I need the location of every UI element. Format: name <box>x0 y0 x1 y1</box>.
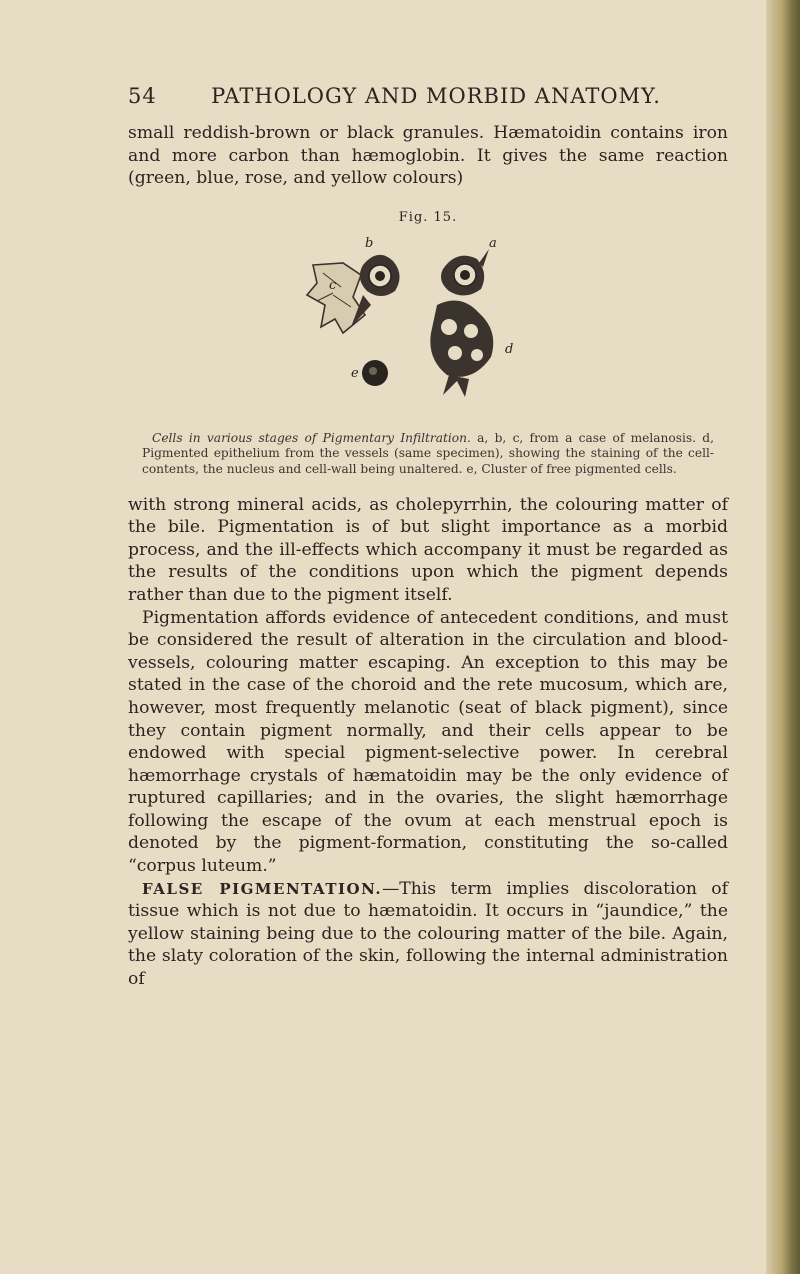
cell-a <box>441 249 489 296</box>
figure-letter-d: d <box>505 341 514 357</box>
cell-e <box>362 360 388 386</box>
cell-d <box>430 300 493 397</box>
intro-paragraph: small reddish-brown or black granules. Hæmatoidin contains iron and more carbon than hæmoglobin. It gives the same reaction (green, blue, rose, and yellow colours) <box>128 123 728 189</box>
figure-letter-b: b <box>365 235 374 251</box>
running-title: PATHOLOGY AND MORBID ANATOMY. <box>211 84 661 108</box>
page-number: 54 <box>128 84 157 108</box>
page-edge-shadow <box>766 0 800 1274</box>
paragraph-3-text: —This term implies discoloration of tissue which is not due to hæmatoidin. It occurs in “jaundice,” the yellow staining being due to the colouring matter of the bile. Again, the slaty coloration of the skin, following the internal administration of <box>128 878 728 990</box>
cell-c <box>307 263 365 333</box>
figure-illustration <box>293 235 563 423</box>
figure-caption-title: Cells in various stages of Pigmentary Infiltration. <box>152 430 471 445</box>
paragraph-2: Pigmentation affords evidence of antecedent conditions, and must be considered the result of alteration in the circulation and blood-vessels, colouring matter escaping. An exception to this may be stated in the case of the choroid and the rete mucosum, which are, however, most frequently melanotic (seat of black pigment), since they contain pigment normally, and their cells appear to be endowed with special pigment-selective power. In cerebral hæmorrhage crystals of hæmatoidin may be the only evidence of ruptured capillaries; and in the ovaries, the slight hæmorrhage following the escape of the ovum at each menstrual epoch is denoted by the pigment-formation, constituting the so-called “corpus luteum.” <box>128 607 728 877</box>
figure-label: Fig. 15. <box>398 209 458 225</box>
figure-letter-c: c <box>329 277 337 293</box>
cell-b <box>351 255 400 327</box>
section-heading-false-pigmentation: FALSE PIGMENTATION. <box>142 879 383 898</box>
page-content <box>128 84 728 991</box>
figure-caption <box>142 431 714 478</box>
figure-letter-e: e <box>351 365 359 381</box>
running-head <box>128 84 728 108</box>
figure-letter-a: a <box>489 235 497 251</box>
figure-caption-body: a, b, c, from a case of melanosis. d, Pigmented epithelium from the vessels (same specimen), showing the staining of the cell-contents, the nucleus and cell-wall being unaltered. e, Cluster of free pigmented cells. <box>142 430 714 476</box>
paragraph-1: with strong mineral acids, as cholepyrrhin, the colouring matter of the bile. Pigmentation is of but slight importance as a morbid process, and the ill-effects which accompany it must be regarded as the results of the conditions upon which the pigment depends rather than due to the pigment itself. <box>128 494 728 605</box>
paragraph-3 <box>128 878 728 991</box>
